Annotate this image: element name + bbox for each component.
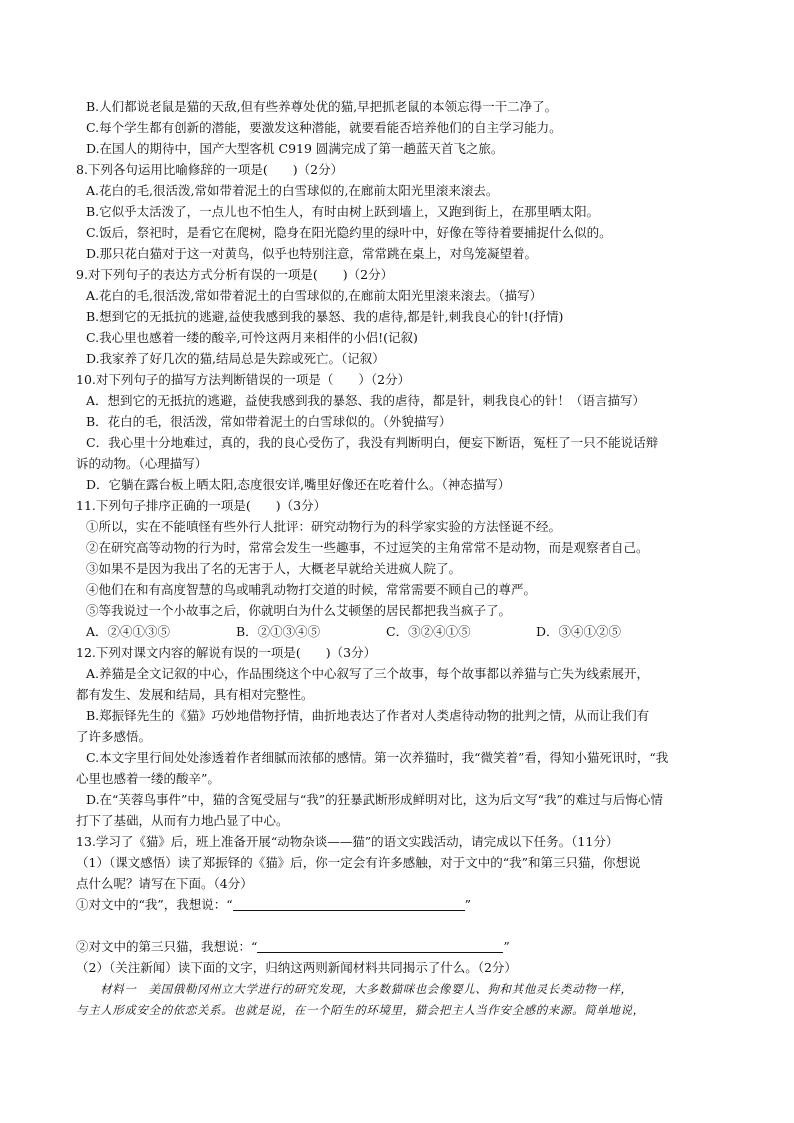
q11-choice-a[interactable]: A．②④①③⑤	[86, 624, 171, 639]
q11-choice-d[interactable]: D．③④①②⑤	[536, 624, 622, 639]
q11-stem: 11.下列句子排序正确的一项是( )（3分）	[76, 498, 327, 513]
material-one-line1: 材料一 美国俄勒冈州立大学进行的研究发现，大多数猫咪也会像婴儿、狗和其他灵长类动物一样，	[76, 982, 633, 996]
q8-option-b: B.它似乎太活泼了，一点儿也不怕生人，有时由树上跃到墙上，又跑到街上，在那里晒太阳。	[86, 204, 600, 219]
q12-stem: 12.下列对课文内容的解说有误的一项是( )（3分）	[76, 645, 377, 660]
q10-option-c-line1: C．我心里十分地难过，真的，我的良心受伤了，我没有判断明白，便妄下断语，冤枉了一只不能说话辩	[86, 435, 659, 450]
q9-option-c: C.我心里也感着一缕的酸辛,可怜这两月来相伴的小侣!(记叙)	[86, 330, 418, 345]
q11-sentence-5: ⑤等我说过一个小故事之后，你就明白为什么艾顿堡的居民都把我当疯子了。	[86, 603, 512, 618]
q9-option-b: B.想到它的无抵抗的逃避,益使我感到我的暴怒、我的虐待,都是针,刺我良心的针!(抒情)	[86, 309, 564, 324]
q8-option-c: C.饭后，祭祀时，是看它在爬树，隐身在阳光隐约里的绿叶中，好像在等待着要捕捉什么似的。	[86, 225, 612, 240]
q10-option-b: B．花白的毛，很活泼，常如带着泥土的白雪球似的。（外貌描写）	[86, 414, 452, 429]
q13-write-2-prompt: ②对文中的第三只猫，我想说：“	[76, 939, 258, 954]
q13-part1-line1: （1）（课文感悟）读了郑振铎的《猫》后，你一定会有许多感触，对于文中的“我”和第三只猫，你想说	[76, 855, 641, 870]
q9-stem: 9.对下列句子的表达方式分析有误的一项是( )（2分）	[76, 267, 394, 282]
q10-option-d: D．它躺在露台板上晒太阳,态度很安详,嘴里好像还在吃着什么。（神态描写）	[86, 477, 511, 492]
q12-option-c-line1: C.本文字里行间处处渗透着作者细腻而浓郁的感情。第一次养猫时，我“微笑着”看，得知小猫死讯时，“我	[86, 750, 669, 765]
q11-sentence-1: ①所以，实在不能嗔怪有些外行人批评：研究动物行为的科学家实验的方法怪诞不经。	[86, 519, 562, 534]
q11-choice-c[interactable]: C．③②④①⑤	[386, 624, 471, 639]
q12-option-d-line1: D.在“芙蓉鸟事件”中，猫的含冤受屈与“我”的狂暴武断形成鲜明对比，这为后文写“我”的难过与后悔心情	[86, 792, 663, 807]
q12-option-b-line1: B.郑振铎先生的《猫》巧妙地借物抒情，曲折地表达了作者对人类虐待动物的批判之情，从而让我们有	[86, 708, 650, 723]
q13-write-2-close-quote: ”	[503, 939, 510, 954]
q8-stem: 8.下列各句运用比喻修辞的一项是( )（2分）	[76, 162, 344, 177]
q11-sentence-4: ④他们在和有高度智慧的鸟或哺乳动物打交道的时候，常常需要不顾自己的尊严。	[86, 582, 537, 597]
q9-option-a: A.花白的毛,很活泼,常如带着泥土的白雪球似的,在廊前太阳光里滚来滚去。（描写）	[86, 288, 543, 303]
q10-option-c-line2: 诉的动物。（心理描写）	[76, 456, 208, 471]
q8-option-d: D.那只花白猫对于这一对黄鸟，似乎也特别注意，常常跳在桌上，对鸟笼凝望着。	[86, 246, 538, 261]
q7-option-b: B.人们都说老鼠是猫的天敌,但有些养尊处优的猫,早把抓老鼠的本领忘得一干二净了。	[86, 99, 558, 114]
material-one-line2: 与主人形成安全的依恋关系。也就是说，在一个陌生的环境里，猫会把主人当作安全感的来源。简单地说，	[76, 1003, 645, 1017]
q7-option-d: D.在国人的期待中，国产大型客机 C919 圆满完成了第一趟蓝天首飞之旅。	[86, 141, 504, 156]
q11-sentence-3: ③如果不是因为我出了名的无害于人，大概老早就给关进疯人院了。	[86, 561, 462, 576]
q13-write-1	[76, 895, 471, 915]
q13-answer-blank-2[interactable]	[257, 938, 503, 953]
q8-option-a: A.花白的毛,很活泼,常如带着泥土的白雪球似的,在廊前太阳光里滚来滚去。	[86, 183, 499, 198]
q12-option-a-line1: A.养猫是全文记叙的中心，作品围绕这个中心叙写了三个故事，每个故事都以养猫与亡失为线索展开，	[86, 666, 650, 681]
q11-choice-b[interactable]: B．②①③④⑤	[236, 624, 321, 639]
q12-option-c-line2: 心里也感着一缕的酸辛”。	[76, 771, 220, 786]
q13-write-1-prompt: ①对文中的“我”，我想说：“	[76, 897, 233, 912]
q13-stem: 13.学习了《猫》后，班上准备开展“动物杂谈——猫”的语文实践活动，请完成以下任务。（11分）	[76, 834, 619, 849]
q9-option-d: D.我家养了好几次的猫,结局总是失踪或死亡。（记叙）	[86, 351, 385, 366]
q11-choices	[86, 622, 621, 642]
q13-write-1-close-quote: ”	[464, 897, 472, 912]
q7-option-c: C.每个学生都有创新的潜能，要激发这种潜能，就要看能否培养他们的自主学习能力。	[86, 120, 562, 135]
q11-sentence-2: ②在研究高等动物的行为时，常常会发生一些趣事，不过逗笑的主角常常不是动物，而是观察者自己。	[86, 540, 649, 555]
q13-write-2	[76, 937, 510, 957]
q13-part1-line2: 点什么呢？请写在下面。（4分）	[76, 876, 253, 891]
q10-stem: 10.对下列句子的描写方法判断错误的一项是（ ）（2分）	[76, 372, 411, 387]
q12-option-d-line2: 打下了基础，从而有力地凸显了中心。	[76, 813, 289, 828]
q12-option-a-line2: 都有发生、发展和结局，具有相对完整性。	[76, 687, 314, 702]
q13-answer-blank-1[interactable]	[233, 896, 465, 911]
q10-option-a: A．想到它的无抵抗的逃避，益使我感到我的暴怒、我的虐待，都是针，刺我良心的针！（语言描写）	[86, 393, 646, 408]
q12-option-b-line2: 了许多感悟。	[76, 729, 152, 744]
q13-part2: （2）（关注新闻）读下面的文字，归纳这两则新闻材料共同揭示了什么。（2分）	[76, 960, 517, 975]
